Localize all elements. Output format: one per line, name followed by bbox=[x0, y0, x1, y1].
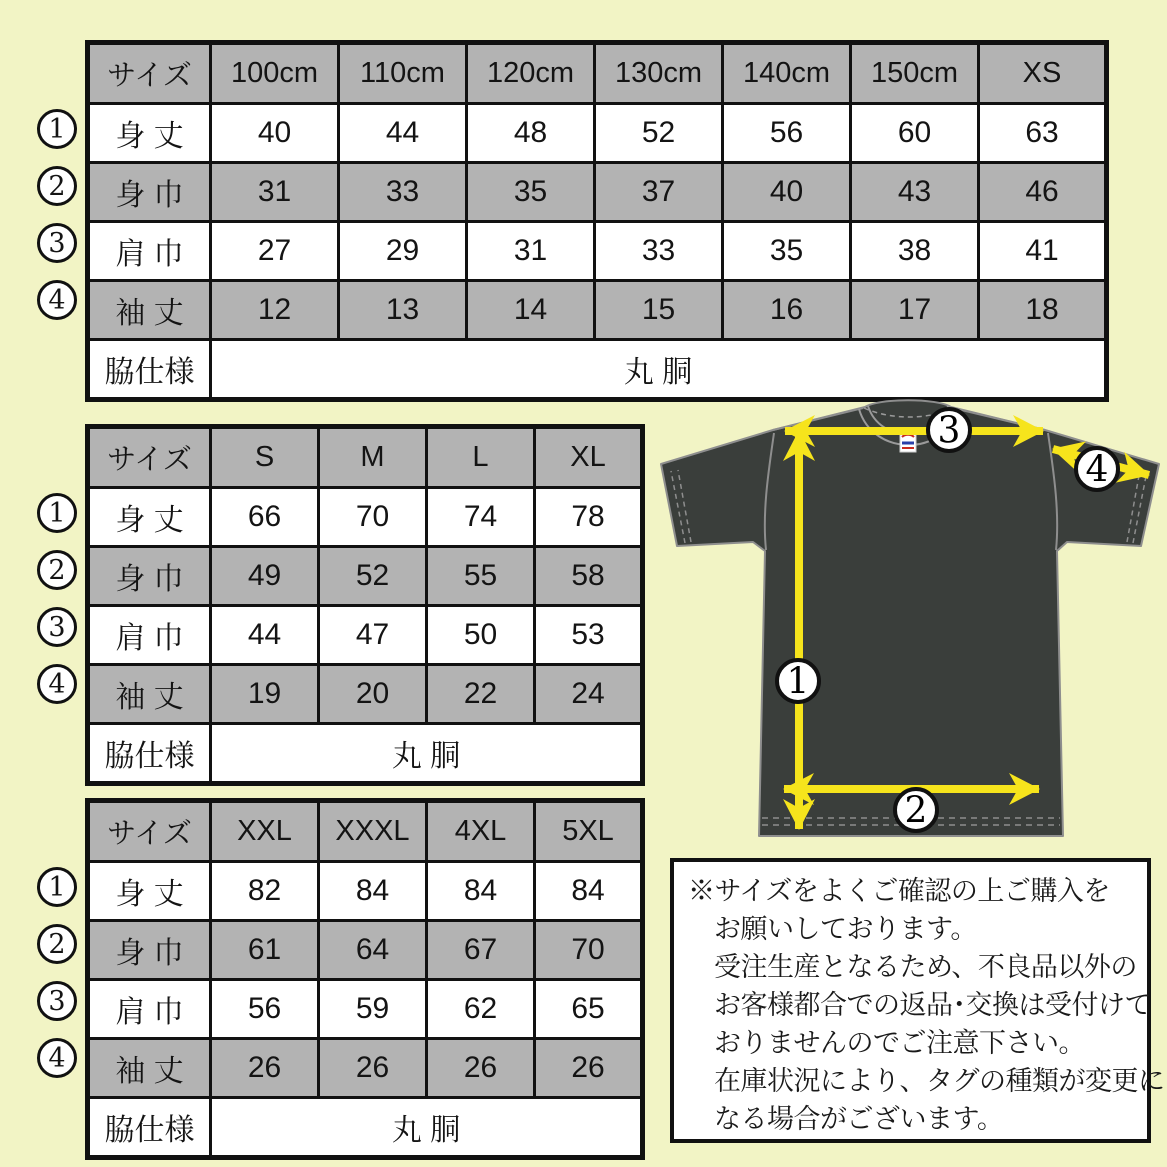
measure-row-label: 身 丈 bbox=[88, 488, 211, 547]
measure-value-cell: 18 bbox=[979, 281, 1107, 340]
measure-value-cell: 70 bbox=[535, 921, 643, 980]
size-header-row bbox=[88, 427, 643, 488]
measure-value-cell: 40 bbox=[211, 104, 339, 163]
side-spec-row bbox=[88, 724, 643, 784]
size-table-block-big bbox=[37, 798, 645, 1160]
measure-number-rail bbox=[37, 40, 85, 402]
measure-value-cell: 15 bbox=[595, 281, 723, 340]
measure-number-3: 3 bbox=[37, 607, 77, 647]
measure-value-cell: 82 bbox=[211, 862, 319, 921]
notice-line: 受注生産となるため、不良品以外の bbox=[714, 952, 1137, 982]
measure-value-cell: 84 bbox=[319, 862, 427, 921]
size-col-header: L bbox=[427, 427, 535, 488]
measure-value-cell: 47 bbox=[319, 606, 427, 665]
size-col-header: 110cm bbox=[339, 43, 467, 104]
measure-row bbox=[88, 1039, 643, 1098]
measure-value-cell: 48 bbox=[467, 104, 595, 163]
measure-row-label: 袖 丈 bbox=[88, 1039, 211, 1098]
measure-value-cell: 13 bbox=[339, 281, 467, 340]
side-spec-label: 脇仕様 bbox=[88, 724, 211, 784]
measure-value-cell: 49 bbox=[211, 547, 319, 606]
measure-value-cell: 26 bbox=[319, 1039, 427, 1098]
measure-number-2: 2 bbox=[37, 550, 77, 590]
size-header-row bbox=[88, 801, 643, 862]
measure-value-cell: 26 bbox=[427, 1039, 535, 1098]
measure-row bbox=[88, 281, 1107, 340]
measure-row bbox=[88, 665, 643, 724]
measure-value-cell: 33 bbox=[595, 222, 723, 281]
measure-value-cell: 20 bbox=[319, 665, 427, 724]
measure-value-cell: 31 bbox=[211, 163, 339, 222]
measure-number-1: 1 bbox=[37, 493, 77, 533]
measure-value-cell: 16 bbox=[723, 281, 851, 340]
measure-row-label: 身 巾 bbox=[88, 547, 211, 606]
side-spec-value: 丸 胴 bbox=[211, 1098, 643, 1158]
measure-number-4: 4 bbox=[37, 280, 77, 320]
measure-value-cell: 63 bbox=[979, 104, 1107, 163]
notice-line: なる場合がございます。 bbox=[714, 1104, 1004, 1134]
measure-value-cell: 37 bbox=[595, 163, 723, 222]
side-spec-row bbox=[88, 340, 1107, 400]
measure-value-cell: 24 bbox=[535, 665, 643, 724]
measure-value-cell: 66 bbox=[211, 488, 319, 547]
measure-value-cell: 38 bbox=[851, 222, 979, 281]
measure-row-label: 身 丈 bbox=[88, 862, 211, 921]
size-col-header: 4XL bbox=[427, 801, 535, 862]
diagram-marker-2-num: 2 bbox=[904, 790, 928, 832]
size-col-header: XS bbox=[979, 43, 1107, 104]
measure-value-cell: 27 bbox=[211, 222, 339, 281]
measure-row bbox=[88, 921, 643, 980]
diagram-marker-1 bbox=[777, 660, 819, 703]
measure-row-label: 肩 巾 bbox=[88, 222, 211, 281]
measure-value-cell: 22 bbox=[427, 665, 535, 724]
notice-line: お客様都合での返品･交換は受付けて bbox=[714, 990, 1151, 1020]
size-col-header: 100cm bbox=[211, 43, 339, 104]
measure-number-4: 4 bbox=[37, 1038, 77, 1078]
size-table-big bbox=[85, 798, 645, 1160]
side-spec-label: 脇仕様 bbox=[88, 340, 211, 400]
measure-value-cell: 53 bbox=[535, 606, 643, 665]
measure-row bbox=[88, 862, 643, 921]
measure-value-cell: 26 bbox=[211, 1039, 319, 1098]
side-spec-label: 脇仕様 bbox=[88, 1098, 211, 1158]
measure-value-cell: 55 bbox=[427, 547, 535, 606]
size-table-block-adult bbox=[37, 424, 645, 786]
size-col-header: 5XL bbox=[535, 801, 643, 862]
measure-value-cell: 52 bbox=[319, 547, 427, 606]
measure-value-cell: 26 bbox=[535, 1039, 643, 1098]
measure-value-cell: 84 bbox=[535, 862, 643, 921]
measure-number-2: 2 bbox=[37, 166, 77, 206]
measure-number-3: 3 bbox=[37, 981, 77, 1021]
diagram-marker-3-num: 3 bbox=[937, 410, 961, 452]
measure-row bbox=[88, 222, 1107, 281]
size-header-label: サイズ bbox=[88, 801, 211, 862]
measure-row bbox=[88, 606, 643, 665]
size-col-header: XXXL bbox=[319, 801, 427, 862]
diagram-marker-2 bbox=[895, 789, 937, 832]
measure-value-cell: 14 bbox=[467, 281, 595, 340]
notice-line: お願いしております。 bbox=[714, 914, 977, 944]
notice-line: おりませんのでご注意下さい。 bbox=[714, 1028, 1085, 1058]
diagram-marker-4 bbox=[1076, 448, 1118, 491]
size-col-header: 150cm bbox=[851, 43, 979, 104]
measure-value-cell: 33 bbox=[339, 163, 467, 222]
measure-row-label: 袖 丈 bbox=[88, 665, 211, 724]
diagram-marker-4-num: 4 bbox=[1085, 449, 1109, 491]
measure-value-cell: 64 bbox=[319, 921, 427, 980]
measure-value-cell: 31 bbox=[467, 222, 595, 281]
size-table-kids bbox=[85, 40, 1109, 402]
measure-value-cell: 60 bbox=[851, 104, 979, 163]
side-spec-value: 丸 胴 bbox=[211, 340, 1107, 400]
measure-value-cell: 46 bbox=[979, 163, 1107, 222]
measure-value-cell: 40 bbox=[723, 163, 851, 222]
diagram-marker-3 bbox=[928, 409, 970, 452]
measure-value-cell: 56 bbox=[723, 104, 851, 163]
measure-number-3: 3 bbox=[37, 223, 77, 263]
measure-number-4: 4 bbox=[37, 664, 77, 704]
measure-row bbox=[88, 547, 643, 606]
measure-value-cell: 19 bbox=[211, 665, 319, 724]
size-header-label: サイズ bbox=[88, 43, 211, 104]
measure-value-cell: 12 bbox=[211, 281, 339, 340]
measure-row-label: 身 巾 bbox=[88, 163, 211, 222]
diagram-marker-1-num: 1 bbox=[786, 661, 810, 703]
measure-value-cell: 62 bbox=[427, 980, 535, 1039]
side-spec-value: 丸 胴 bbox=[211, 724, 643, 784]
notice-line: ※サイズをよくご確認の上ご購入を bbox=[688, 876, 1110, 906]
measure-row bbox=[88, 980, 643, 1039]
side-spec-row bbox=[88, 1098, 643, 1158]
measure-row-label: 身 巾 bbox=[88, 921, 211, 980]
measure-value-cell: 35 bbox=[723, 222, 851, 281]
measure-number-1: 1 bbox=[37, 109, 77, 149]
size-table-block-kids bbox=[37, 40, 1109, 402]
measure-value-cell: 78 bbox=[535, 488, 643, 547]
measure-value-cell: 41 bbox=[979, 222, 1107, 281]
measure-number-rail bbox=[37, 424, 85, 786]
measure-value-cell: 67 bbox=[427, 921, 535, 980]
measure-value-cell: 56 bbox=[211, 980, 319, 1039]
measure-row bbox=[88, 163, 1107, 222]
measure-number-rail bbox=[37, 798, 85, 1160]
size-col-header: XXL bbox=[211, 801, 319, 862]
measure-number-1: 1 bbox=[37, 867, 77, 907]
measure-value-cell: 50 bbox=[427, 606, 535, 665]
measure-value-cell: 52 bbox=[595, 104, 723, 163]
size-col-header: XL bbox=[535, 427, 643, 488]
size-col-header: S bbox=[211, 427, 319, 488]
measure-value-cell: 61 bbox=[211, 921, 319, 980]
measure-number-2: 2 bbox=[37, 924, 77, 964]
measure-row-label: 肩 巾 bbox=[88, 980, 211, 1039]
measure-row bbox=[88, 488, 643, 547]
tshirt-measure-diagram bbox=[653, 393, 1165, 855]
measure-value-cell: 74 bbox=[427, 488, 535, 547]
measure-value-cell: 59 bbox=[319, 980, 427, 1039]
measure-value-cell: 84 bbox=[427, 862, 535, 921]
size-header-label: サイズ bbox=[88, 427, 211, 488]
measure-value-cell: 35 bbox=[467, 163, 595, 222]
size-col-header: M bbox=[319, 427, 427, 488]
size-header-row bbox=[88, 43, 1107, 104]
size-col-header: 130cm bbox=[595, 43, 723, 104]
purchase-notice-box bbox=[670, 858, 1165, 1143]
measure-value-cell: 44 bbox=[339, 104, 467, 163]
measure-row-label: 身 丈 bbox=[88, 104, 211, 163]
measure-value-cell: 58 bbox=[535, 547, 643, 606]
measure-value-cell: 29 bbox=[339, 222, 467, 281]
measure-value-cell: 17 bbox=[851, 281, 979, 340]
measure-value-cell: 65 bbox=[535, 980, 643, 1039]
size-table-adult bbox=[85, 424, 645, 786]
measure-row-label: 袖 丈 bbox=[88, 281, 211, 340]
measure-row-label: 肩 巾 bbox=[88, 606, 211, 665]
measure-value-cell: 70 bbox=[319, 488, 427, 547]
measure-value-cell: 44 bbox=[211, 606, 319, 665]
measure-row bbox=[88, 104, 1107, 163]
measure-value-cell: 43 bbox=[851, 163, 979, 222]
notice-line: 在庫状況により、タグの種類が変更に bbox=[714, 1066, 1165, 1096]
size-col-header: 120cm bbox=[467, 43, 595, 104]
size-col-header: 140cm bbox=[723, 43, 851, 104]
